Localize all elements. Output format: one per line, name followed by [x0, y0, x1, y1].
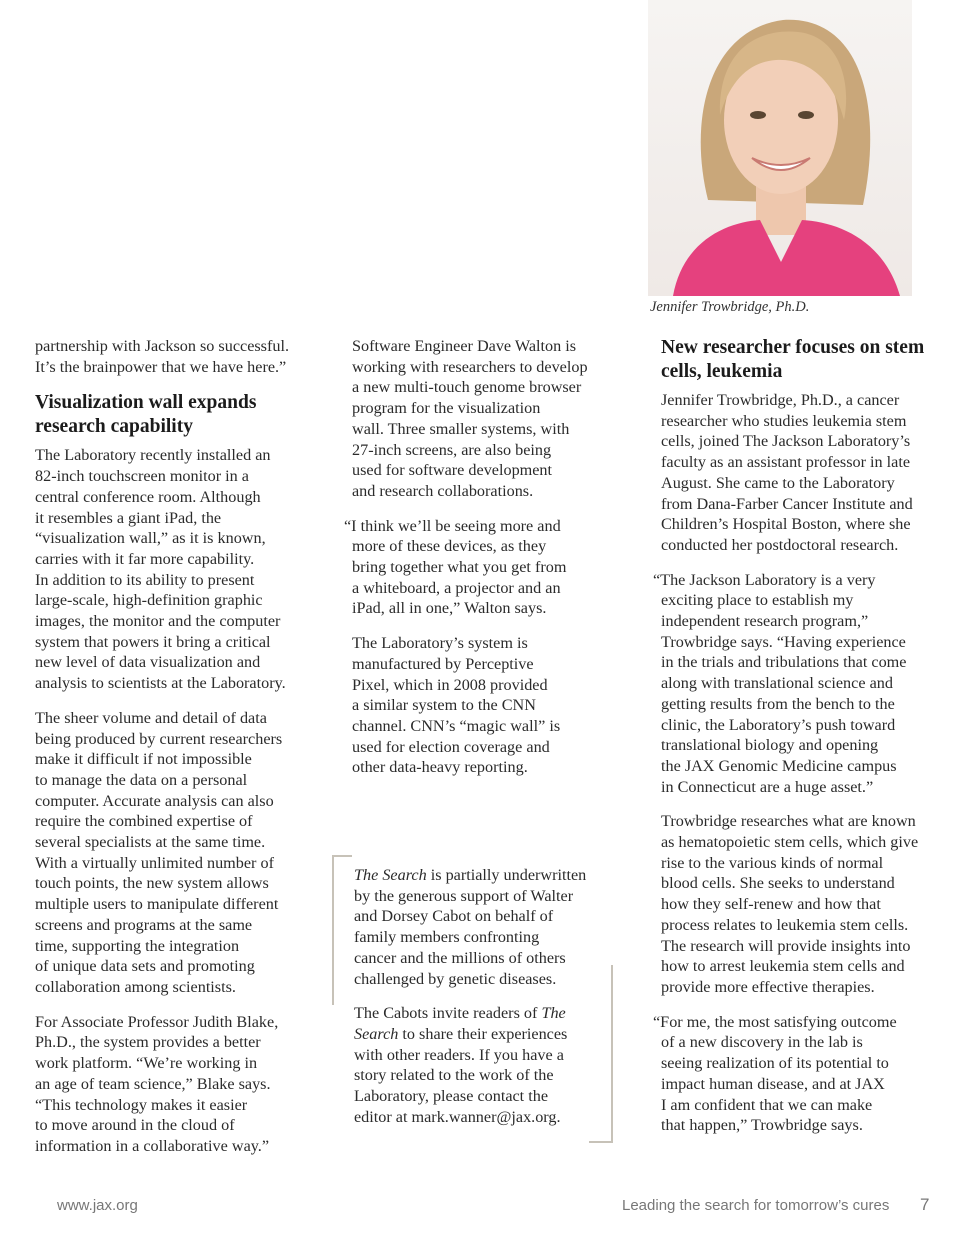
quote-paragraph: “I think we’ll be seeing more and more of these devices, as they bring together what you get from a whiteboard, a projector and an iPad, all in one,” Walton says. [344, 516, 567, 618]
paragraph: The sheer volume and detail of data being produced by current researchers make it difficult if not impossible to manage the data on a personal computer. Accurate analysis can also require the combined expertise of several specialists at the same time. With a virtually unlimited number of touch points, the new system allows multiple users to manipulate different screens and programs at the same time, supporting the integration of unique data sets and promoting collaboration among scientists. [35, 708, 283, 996]
sidebar-frame-left [332, 855, 334, 1005]
sidebar-frame-top [332, 855, 352, 857]
column-left [35, 336, 320, 1171]
paragraph: The Laboratory recently installed an 82-inch touchscreen monitor in a central conference room. Although it resembles a giant iPad, the “visualization wall,” as it is known, carries with it far more capability. In addition to its ability to present large-scale, high-definition graphic images, the monitor and the computer system that powers it bring a critical new level of data visualization and analysis to scientists at the Laboratory. [35, 446, 286, 693]
paragraph: The Laboratory’s system is manufactured by Perceptive Pixel, which in 2008 provided a similar system to the CNN channel. CNN’s “magic wall” is used for election coverage and other data-heavy reporting. [352, 634, 561, 777]
sidebar-paragraph [354, 865, 608, 989]
column-right [653, 336, 956, 1150]
section-heading: Visualization wall expands research capability [35, 392, 257, 438]
sidebar-text-span: to share their experiences with other readers. If you have a story related to the work of the Laboratory, please contact the editor at mark.wanner@jax.org. [354, 1024, 568, 1126]
portrait-illustration [648, 0, 912, 296]
sidebar-frame-right [611, 965, 613, 1143]
paragraph: Software Engineer Dave Walton is working with researchers to develop a new multi-touch genome browser program for the visualization wall. Three smaller systems, with 27-inch screens, are also being used for software development and research collaborations. [352, 337, 588, 500]
publication-title: The Search [354, 866, 427, 884]
sidebar-text-span: is partially underwritten by the generous support of Walter and Dorsey Cabot on behalf of family members confronting cancer and the millions of others challenged by genetic diseases. [354, 866, 587, 988]
column-middle [344, 336, 612, 792]
quote-paragraph: “For me, the most satisfying outcome of a new discovery in the lab is seeing realization of its potential to impact human disease, and at JAX I am confident that we can make that happen,” Trowbridge says. [653, 1012, 897, 1135]
paragraph: For Associate Professor Judith Blake, Ph.D., the system provides a better work platform. “We’re working in an age of team science,” Blake says. “This technology makes it easier to move around in the cloud of information in a collaborative way.” [35, 1012, 279, 1155]
quote-paragraph: “The Jackson Laboratory is a very exciting place to establish my independent research program,” Trowbridge says. “Having experience in the trials and tribulations that come along with translational science and getting results from the bench to the clinic, the Laboratory’s push toward translational biology and opening the JAX Genomic Medicine campus in Connecticut are a huge asset.” [653, 570, 907, 796]
portrait-photo [648, 0, 912, 296]
section-heading: New researcher focuses on stem cells, leukemia [661, 337, 925, 382]
paragraph: partnership with Jackson so successful. It’s the brainpower that we have here.” [35, 337, 290, 376]
sidebar-text [354, 865, 608, 1141]
publication-title: The Search [354, 1004, 566, 1043]
footer-tagline: Leading the search for tomorrow’s cures [622, 1197, 890, 1214]
sidebar-text-span: The Cabots invite readers of [354, 1004, 542, 1023]
footer-website: www.jax.org [57, 1197, 138, 1214]
sidebar-paragraph [354, 1003, 608, 1127]
paragraph: Jennifer Trowbridge, Ph.D., a cancer researcher who studies leukemia stem cells, joined The Jackson Laboratory’s faculty as an assistant professor in late August. She came to the Laboratory from Dana-Farber Cancer Institute and Children’s Hospital Boston, where she conducted her postdoctoral research. [661, 391, 913, 554]
photo-caption: Jennifer Trowbridge, Ph.D. [650, 299, 810, 315]
page-number: 7 [920, 1195, 930, 1214]
paragraph: Trowbridge researches what are known as hematopoietic stem cells, which give rise to the various kinds of normal blood cells. She seeks to understand how they self-renew and how that process relates to leukemia stem cells. The research will provide insights into how to arrest leukemia stem cells and provide more effective therapies. [661, 812, 919, 996]
underwriting-sidebar [332, 855, 613, 1143]
